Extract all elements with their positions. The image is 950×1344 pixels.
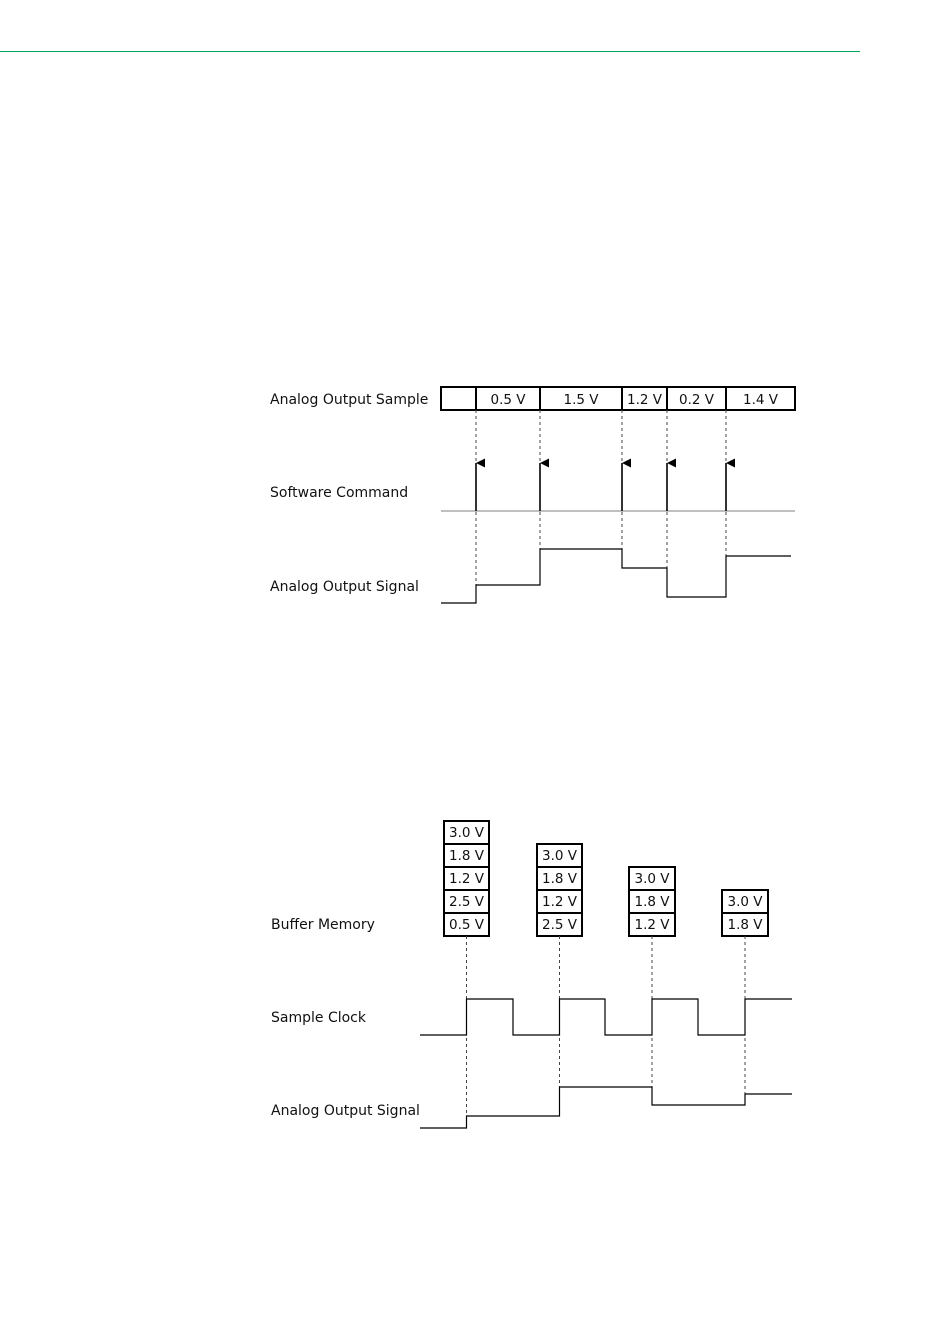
buffer-stack xyxy=(722,890,768,936)
analog-output-waveform-1 xyxy=(441,549,791,603)
sample-value: 1.5 V xyxy=(563,392,599,408)
label-software-command: Software Command xyxy=(270,485,409,501)
buffer-cell: 3.0 V xyxy=(634,871,670,887)
software-timing-diagram xyxy=(270,387,795,603)
sample-bar xyxy=(441,387,795,410)
label-analog-output-sample: Analog Output Sample xyxy=(270,392,429,408)
command-guides xyxy=(476,410,726,603)
label-sample-clock: Sample Clock xyxy=(271,1010,366,1026)
buffer-stack xyxy=(537,844,582,936)
buffer-cell: 0.5 V xyxy=(449,917,484,933)
buffer-cell: 3.0 V xyxy=(449,825,484,841)
label-buffer-memory: Buffer Memory xyxy=(271,917,375,933)
label-analog-output-signal-2: Analog Output Signal xyxy=(271,1103,420,1119)
buffer-cell: 1.8 V xyxy=(449,848,484,864)
buffer-stack xyxy=(629,867,675,936)
buffer-cell: 1.8 V xyxy=(727,917,763,933)
buffer-cell: 1.8 V xyxy=(542,871,577,887)
sample-value: 1.4 V xyxy=(743,392,778,408)
buffer-cell: 1.2 V xyxy=(449,871,484,887)
analog-output-waveform-2 xyxy=(420,1087,792,1128)
buffer-stack xyxy=(444,821,489,936)
buffer-cell: 1.8 V xyxy=(634,894,670,910)
buffer-cell: 3.0 V xyxy=(727,894,763,910)
buffer-cell: 2.5 V xyxy=(542,917,577,933)
buffered-timing-diagram xyxy=(271,821,792,1128)
software-command-arrows xyxy=(476,463,726,511)
sample-value: 0.2 V xyxy=(679,392,714,408)
buffer-cell: 3.0 V xyxy=(542,848,577,864)
sample-value: 1.2 V xyxy=(627,392,662,408)
buffer-cell: 1.2 V xyxy=(542,894,577,910)
clock-guides xyxy=(467,936,746,1128)
buffer-cell: 2.5 V xyxy=(449,894,484,910)
sample-clock-waveform xyxy=(420,999,792,1035)
sample-value: 0.5 V xyxy=(490,392,526,408)
buffer-cell: 1.2 V xyxy=(634,917,670,933)
label-analog-output-signal-1: Analog Output Signal xyxy=(270,579,419,595)
